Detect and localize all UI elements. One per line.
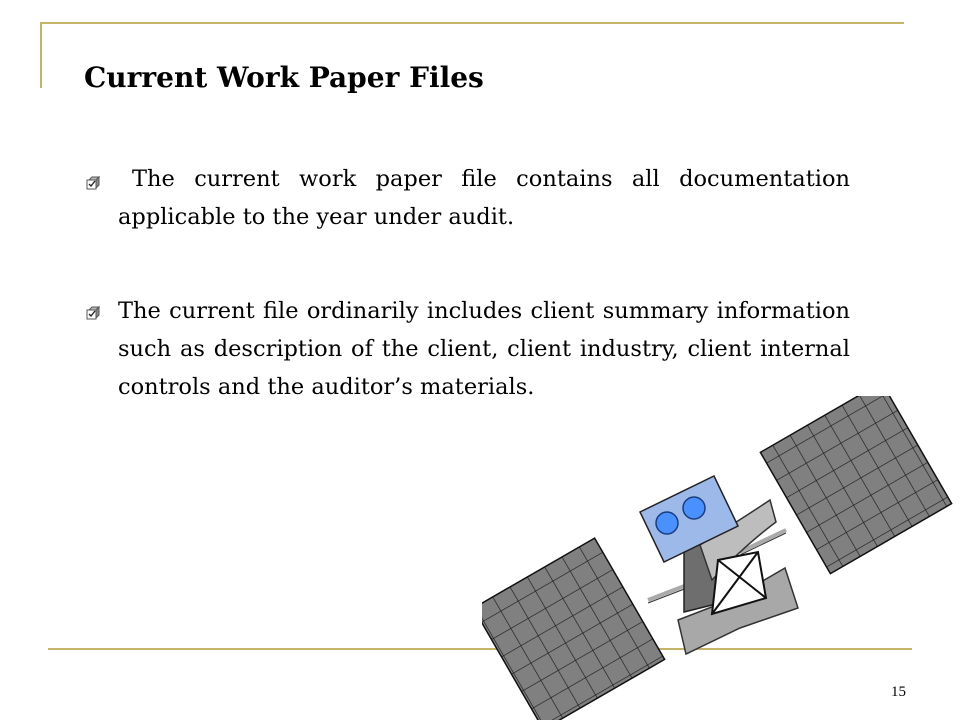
slide-number: 15: [891, 684, 906, 700]
solar-panel-left: [482, 538, 665, 720]
slide-title: Current Work Paper Files: [84, 61, 484, 94]
bullet-checkbox-icon: [86, 306, 100, 320]
satellite-body: [640, 476, 798, 654]
bullet-text-2: The current file ordinarily includes client summary information such as description of the client, client industry, client internal controls and the auditor’s materials.: [118, 298, 850, 400]
bullet-checkbox-icon: [86, 176, 100, 190]
solar-panel-right: [760, 396, 951, 574]
top-decorative-rule: [40, 22, 904, 24]
bullet-text-1: The current work paper file contains all documentation applicable to the year under audit.: [118, 166, 850, 230]
satellite-clipart-icon: [482, 396, 956, 720]
left-decorative-rule: [40, 22, 42, 88]
